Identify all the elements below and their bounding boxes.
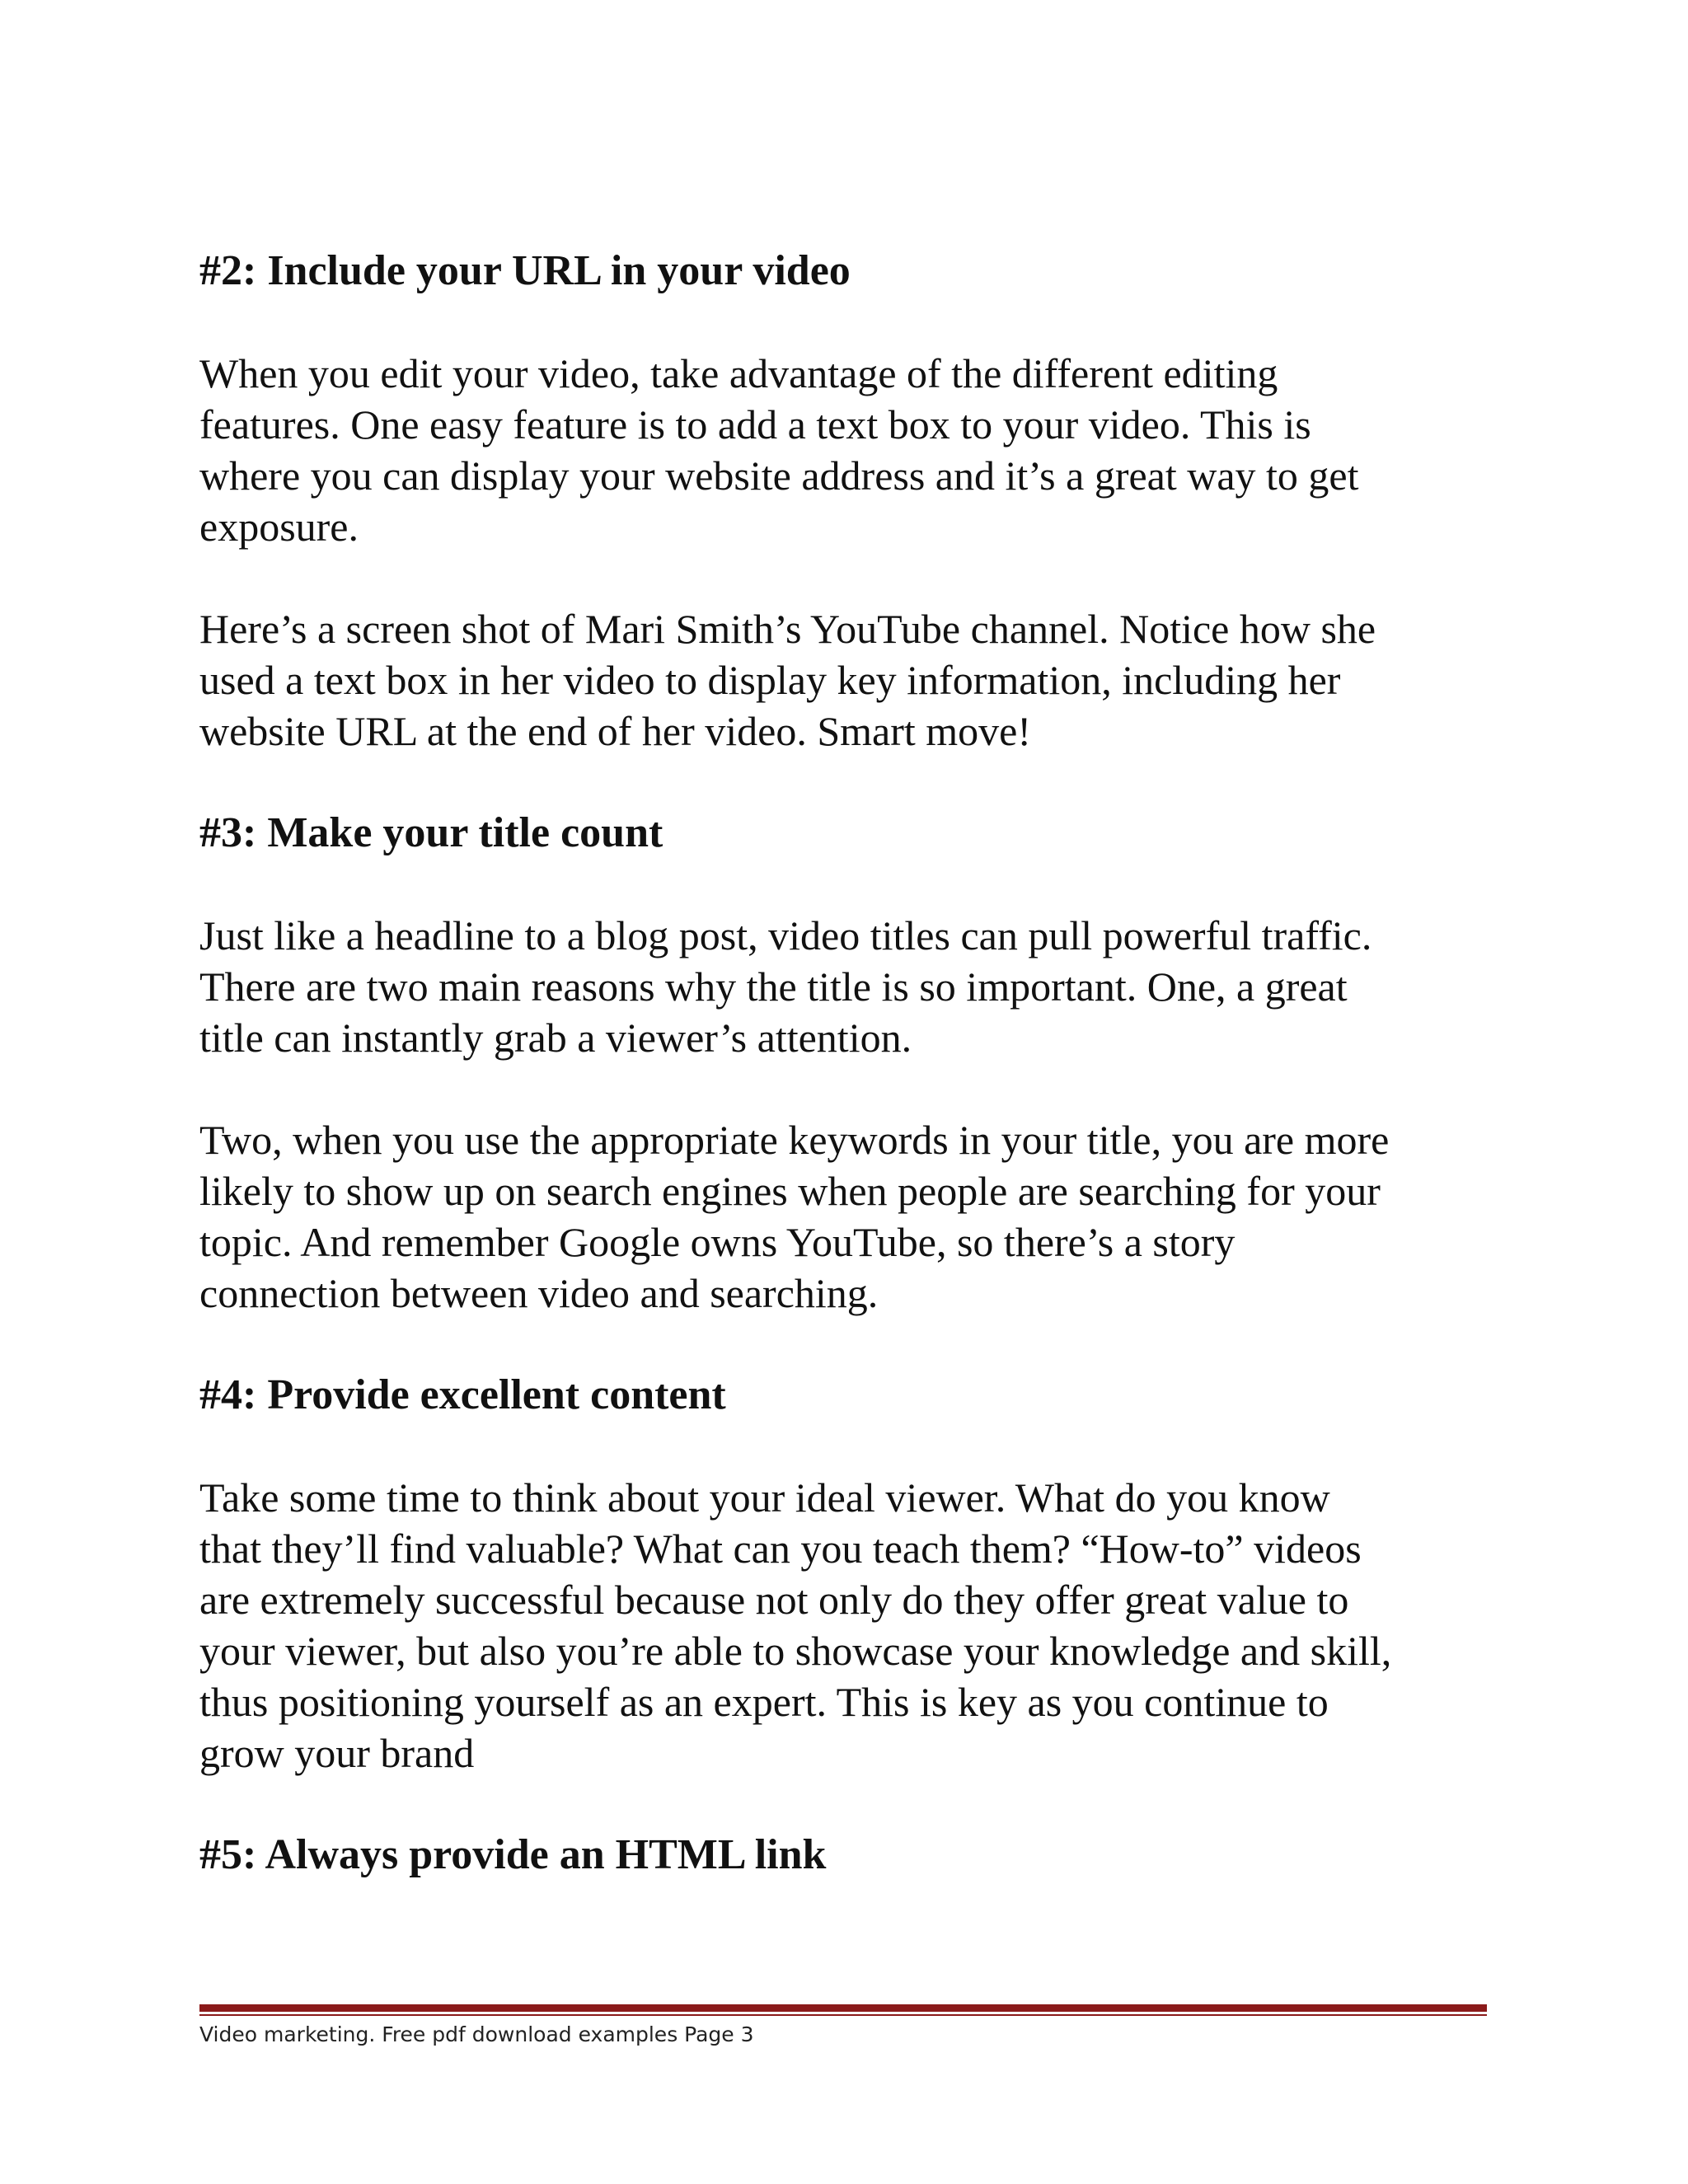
footer-divider-thin [199, 2014, 1487, 2016]
text-line: When you edit your video, take advantage of the different editing [199, 350, 1278, 396]
text-line: Two, when you use the appropriate keywords in your title, you are more [199, 1117, 1390, 1163]
text-line: your viewer, but also you’re able to showcase your knowledge and skill, [199, 1628, 1392, 1674]
section-heading: #3: Make your title count [199, 809, 663, 856]
page-content [199, 246, 1510, 1881]
paragraph [199, 910, 1510, 1063]
text-line: exposure. [199, 504, 359, 550]
paragraph [199, 348, 1510, 552]
page-footer: Video marketing. Free pdf download examples Page 3 [199, 2022, 754, 2046]
section-heading: #4: Provide excellent content [199, 1371, 726, 1418]
text-line: thus positioning yourself as an expert. This is key as you continue to [199, 1679, 1329, 1725]
section-heading: #5: Always provide an HTML link [199, 1831, 827, 1878]
text-line: features. One easy feature is to add a text box to your video. This is [199, 401, 1311, 448]
text-line: used a text box in her video to display key information, including her [199, 657, 1341, 703]
text-line: that they’ll find valuable? What can you teach them? “How-to” videos [199, 1526, 1362, 1572]
paragraph [199, 1472, 1510, 1779]
text-line: title can instantly grab a viewer’s attention. [199, 1015, 912, 1061]
text-line: Here’s a screen shot of Mari Smith’s YouTube channel. Notice how she [199, 606, 1376, 652]
paragraph [199, 1114, 1510, 1319]
text-line: connection between video and searching. [199, 1270, 879, 1316]
text-line: are extremely successful because not only do they offer great value to [199, 1577, 1349, 1623]
text-line: Just like a headline to a blog post, video titles can pull powerful traffic. [199, 912, 1372, 958]
footer-divider [199, 2004, 1487, 2012]
text-line: grow your brand [199, 1730, 475, 1776]
text-line: Take some time to think about your ideal viewer. What do you know [199, 1474, 1330, 1521]
text-line: likely to show up on search engines when people are searching for your [199, 1168, 1381, 1214]
section-heading: #2: Include your URL in your video [199, 247, 851, 294]
text-line: topic. And remember Google owns YouTube, so there’s a story [199, 1219, 1236, 1265]
text-line: There are two main reasons why the title is so important. One, a great [199, 963, 1348, 1010]
paragraph [199, 603, 1510, 757]
text-line: where you can display your website address and it’s a great way to get [199, 452, 1359, 499]
text-line: website URL at the end of her video. Smart move! [199, 708, 1031, 754]
